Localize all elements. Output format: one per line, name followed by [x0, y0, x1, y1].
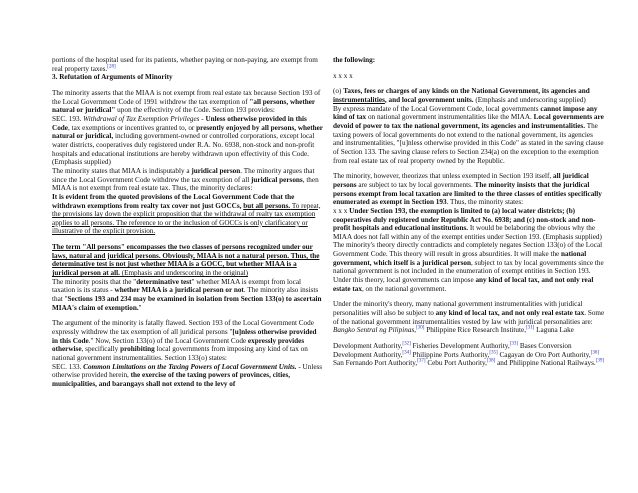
text: portions of the hospital used for its patients, whether paying or non-paying, are exempt from real property taxes. — [52, 56, 318, 73]
emphasized-quote: The term "All persons" encompasses the two classes of persons recognized under our laws, natural and juridical persons. Obviously, MIAA is not a natural person. Thus, the determinative test is not just whether MIAA is a GOCC, but whether MIAA is a juridical person at all. — [52, 243, 320, 278]
footnote-link[interactable]: [33] — [509, 341, 519, 347]
footnote-link[interactable]: [35] — [489, 350, 498, 356]
right-column — [333, 56, 605, 375]
paragraph: Under the minority's theory, many national government instrumentalities with juridical personalities will also be subject to any kind of local tax, and not only real estate tax. Some of the national government instrumentalities vested by law with juridical personalities are: Bangko Sentral ng Pilipinas,[30] Philippine Rice Research Institute,[31] Laguna Lake — [333, 300, 605, 335]
footnote-link[interactable]: [31] — [526, 325, 535, 331]
footnote-link[interactable]: [30] — [416, 325, 425, 331]
left-column — [52, 56, 324, 396]
footnote-link[interactable]: [28] — [107, 64, 116, 70]
section-heading: 3. Refutation of Arguments of Minority — [52, 73, 173, 82]
paragraph: The minority, however, theorizes that unless exempted in Section 193 itself, all juridical persons are subject to tax by local governments. The minority insists that the juridical persons exempt from local taxation are limited to the three classes of entities specifically enumerated as exempt in Section 193. Thus, the minority states: x x x Under Section 193, the exemption is limited to (a) local water districts; (b) cooperatives duly registered under Republic Act No. 6938; and (c) non-stock and non-profit hospitals and educational institutions. It would be belaboring the obvious why the MIAA does not fall within any of the exempt entities under Section 193. (Emphasis supplied) The minority's theory directly contradicts and completely negates Section 133(o) of the Local Government Code. This theory will result in gross absurdities. It will make the national government, which itself is a juridical person, subject to tax by local governments since the national government is not included in the enumeration of exempt entities in Section 193. Under this theory, local governments can impose any kind of local tax, and not only real estate tax, on the national government. — [333, 172, 604, 293]
footnote-link[interactable]: [39] — [595, 358, 605, 364]
paragraph: The term "All persons" encompasses the two classes of persons recognized under our laws, natural and juridical persons. Obviously, MIAA is not a natural person. Thus, the determinative test is not just whether MIAA is a GOCC, but whether MIAA is a juridical person at all. (Emphasis and underscoring in the original) The minority posits that the "determinative test" whether MIAA is exempt from local taxation is its status - whether MIAA is a juridical person or not. The minority also insists that "Sections 193 and 234 may be examined in isolation from Section 133(o) to ascertain MIAA's claim of exemption." — [52, 243, 322, 312]
paragraph: the following: — [333, 56, 376, 64]
paragraph — [52, 56, 324, 82]
footnote-link[interactable]: [36] — [590, 350, 600, 356]
quoted-block: It is evident from the quoted provisions of the Local Government Code that the withdrawn exemptions from realty tax cover not just GOCCs, — [52, 192, 295, 210]
paragraph: (o) Taxes, fees or charges of any kinds on the National Government, its agencies and instrumentalities, and local government units. (Emphasis and underscoring supplied) By express mandate of the Local Government Code, local governments cannot impose any kind of tax on national government instrumentalities like the MIAA. Local governments are devoid of power to tax the national government, its agencies and instrumentalities. The taxing powers of local governments do not extend to the national government, its agencies and instrumentalities, "[u]nless otherwise provided in this Code" as stated in the saving clause of Section 133. The saving clause refers to Section 234(a) on the exception to the exemption from real estate tax of real property owned by the Republic. — [333, 87, 604, 165]
footnote-link[interactable]: [38] — [486, 358, 496, 364]
paragraph: x x x x — [333, 71, 353, 80]
footnote-link[interactable]: [32] — [402, 341, 411, 347]
paragraph: The argument of the minority is fatally flawed. Section 193 of the Local Government Code expressly withdrew the tax exemption of all juridical persons "[u]nless otherwise provided in this Code." Now, Section 133(o) of the Local Government Code expressly provides otherwise, specifically prohibiting local governments from imposing any kind of tax on national government instrumentalities. Section 133(o) states: SEC. 133. Common Limitations on the Taxing Powers of Local Government Units. - Unless otherwise provided herein, the exercise of the taxing powers of provinces, cities, municipalities, and barangays shall not extend to the levy of — [52, 319, 323, 388]
paragraph: The minority asserts that the MIAA is not exempt from real estate tax because Section 193 of the Local Government Code of 1991 withdrew the tax exemption of "all persons, whether natural or juridical" upon the effectivity of the Code. Section 193 provides: SEC. 193. Withdrawal of Tax Exemption Privileges - Unless otherwise provided in this Code, tax exemptions or incentives granted to, or presently enjoyed by all persons, whether natural or juridical, including government-owned or controlled corporations, except local water districts, cooperatives duly registered under R.A. No. 6938, non-stock and non-profit hospitals and educational institutions are hereby withdrawn upon effectivity of this Code. (Emphasis supplied) The minority states that MIAA is indisputably a juridical person. The minority argues that since the Local Government Code withdrew the tax exemption of all juridical persons, then MIAA is not exempt from real estate tax. Thus, the minority declares: It is evident from the quoted provisions of the Local Government Code that the withdrawn exemptions from realty tax cover not just GOCCs, but all persons. To repeat, the provisions lay down the explicit proposition that the withdrawal of realty tax exemption applies to all persons. The reference to or the inclusion of GOCCs is only clarificatory or illustrative of the explicit provision. — [52, 88, 323, 236]
footnote-link[interactable]: [34] — [402, 350, 411, 356]
paragraph: Development Authority,[32] Fisheries Development Authority,[33] Bases Conversion Development Authority,[34] Philippine Ports Authority,[35] Cagayan de Oro Port Authority,[36] San Fernando Port Authority,[37] Cebu Port Authority,[38] and Philippine National Railways.[39] — [333, 341, 605, 368]
footnote-link[interactable]: [37] — [417, 358, 426, 364]
